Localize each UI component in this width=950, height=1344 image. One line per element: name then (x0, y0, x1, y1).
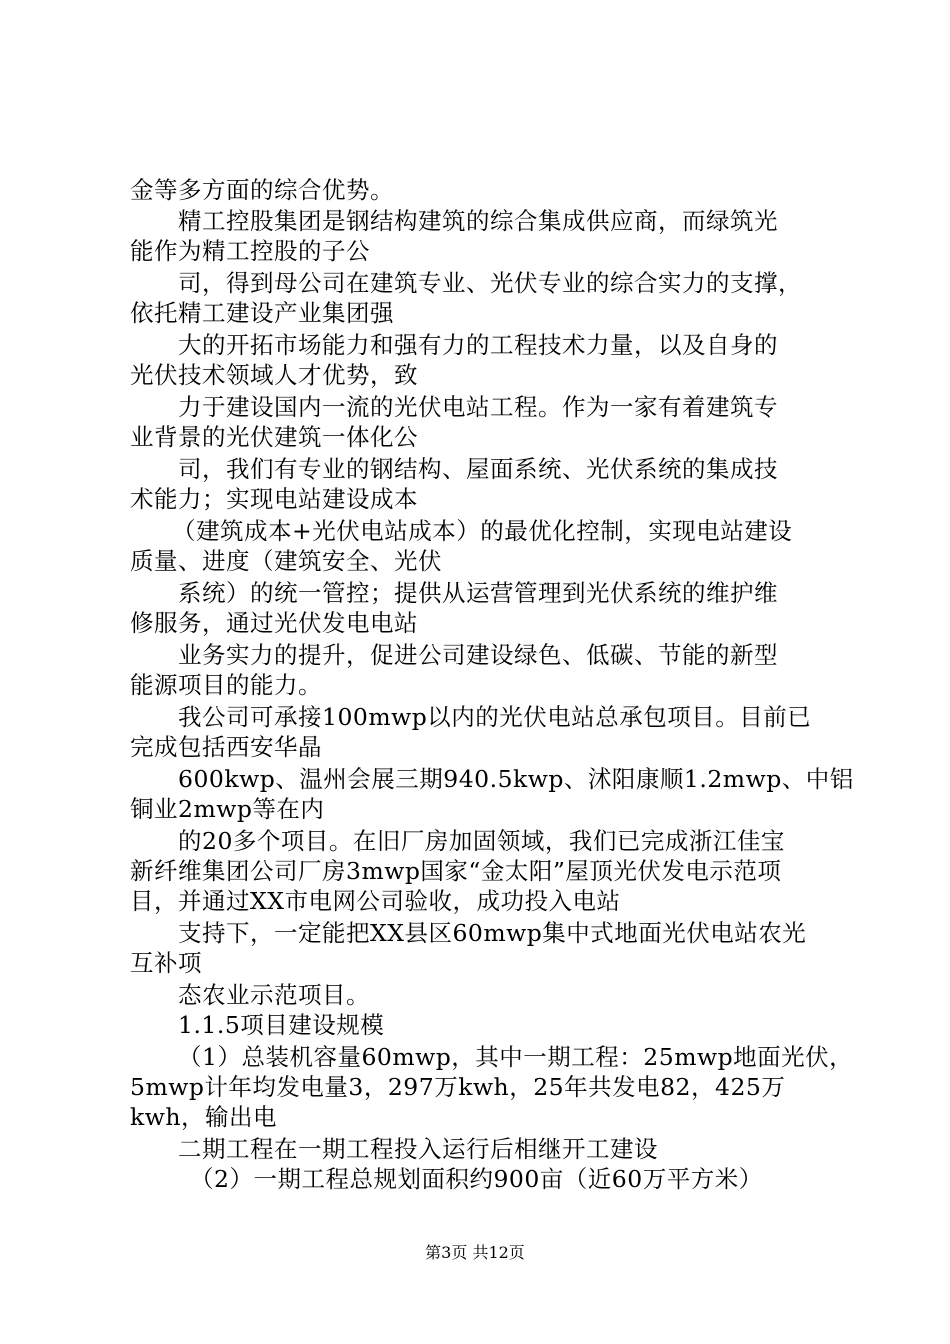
text-line: 二期工程在一期工程投入运行后相继开工建设 (178, 1135, 658, 1163)
text-line: 新纤维集团公司厂房3mwp国家“金太阳”屋顶光伏发电示范项 (130, 857, 782, 885)
text-line: （1）总装机容量60mwp，其中一期工程：25mwp地面光伏， (178, 1043, 854, 1071)
text-line: 精工控股集团是钢结构建筑的综合集成供应商，而绿筑光 (178, 207, 778, 235)
text-line: 系统）的统一管控；提供从运营管理到光伏系统的维护维 (178, 579, 778, 607)
text-line: 光伏技术领域人才优势，致 (130, 361, 418, 389)
text-line: 修服务，通过光伏发电电站 (130, 609, 418, 637)
text-line: （建筑成本+光伏电站成本）的最优化控制，实现电站建设 (172, 517, 793, 545)
text-line: 司，我们有专业的钢结构、屋面系统、光伏系统的集成技 (178, 455, 778, 483)
text-line: 金等多方面的综合优势。 (130, 176, 394, 204)
text-line: 600kwp、温州会展三期940.5kwp、沭阳康顺1.2mwp、中铝 (178, 765, 854, 793)
text-line: 互补项 (130, 949, 202, 977)
text-line: 业背景的光伏建筑一体化公 (130, 423, 418, 451)
text-line: 能作为精工控股的子公 (130, 237, 370, 265)
page-number-footer: 第3页 共12页 (425, 1243, 525, 1262)
text-line: 力于建设国内一流的光伏电站工程。作为一家有着建筑专 (178, 393, 778, 421)
section-heading: 1.1.5项目建设规模 (178, 1011, 385, 1039)
text-line: 我公司可承接100mwp以内的光伏电站总承包项目。目前已 (178, 703, 812, 731)
text-line: 能源项目的能力。 (130, 671, 322, 699)
text-line: 大的开拓市场能力和强有力的工程技术力量，以及自身的 (178, 331, 778, 359)
text-line: 的20多个项目。在旧厂房加固领域，我们已完成浙江佳宝 (178, 827, 785, 855)
text-line: 目，并通过XX市电网公司验收，成功投入电站 (130, 887, 621, 915)
text-line: （2）一期工程总规划面积约900亩（近60万平方米） (190, 1165, 763, 1193)
text-line: 完成包括西安华晶 (130, 733, 322, 761)
text-line: 5mwp计年均发电量3，297万kwh，25年共发电82，425万 (130, 1073, 786, 1101)
text-line: 铜业2mwp等在内 (130, 795, 325, 823)
text-line: 依托精工建设产业集团强 (130, 299, 394, 327)
text-line: 支持下，一定能把XX县区60mwp集中式地面光伏电站农光 (178, 919, 807, 947)
text-line: 质量、进度（建筑安全、光伏 (130, 547, 442, 575)
text-line: 业务实力的提升，促进公司建设绿色、低碳、节能的新型 (178, 641, 778, 669)
text-line: 司，得到母公司在建筑专业、光伏专业的综合实力的支撑， (178, 269, 802, 297)
text-line: kwh，输出电 (130, 1103, 277, 1131)
text-line: 术能力；实现电站建设成本 (130, 485, 418, 513)
text-line: 态农业示范项目。 (178, 981, 370, 1009)
